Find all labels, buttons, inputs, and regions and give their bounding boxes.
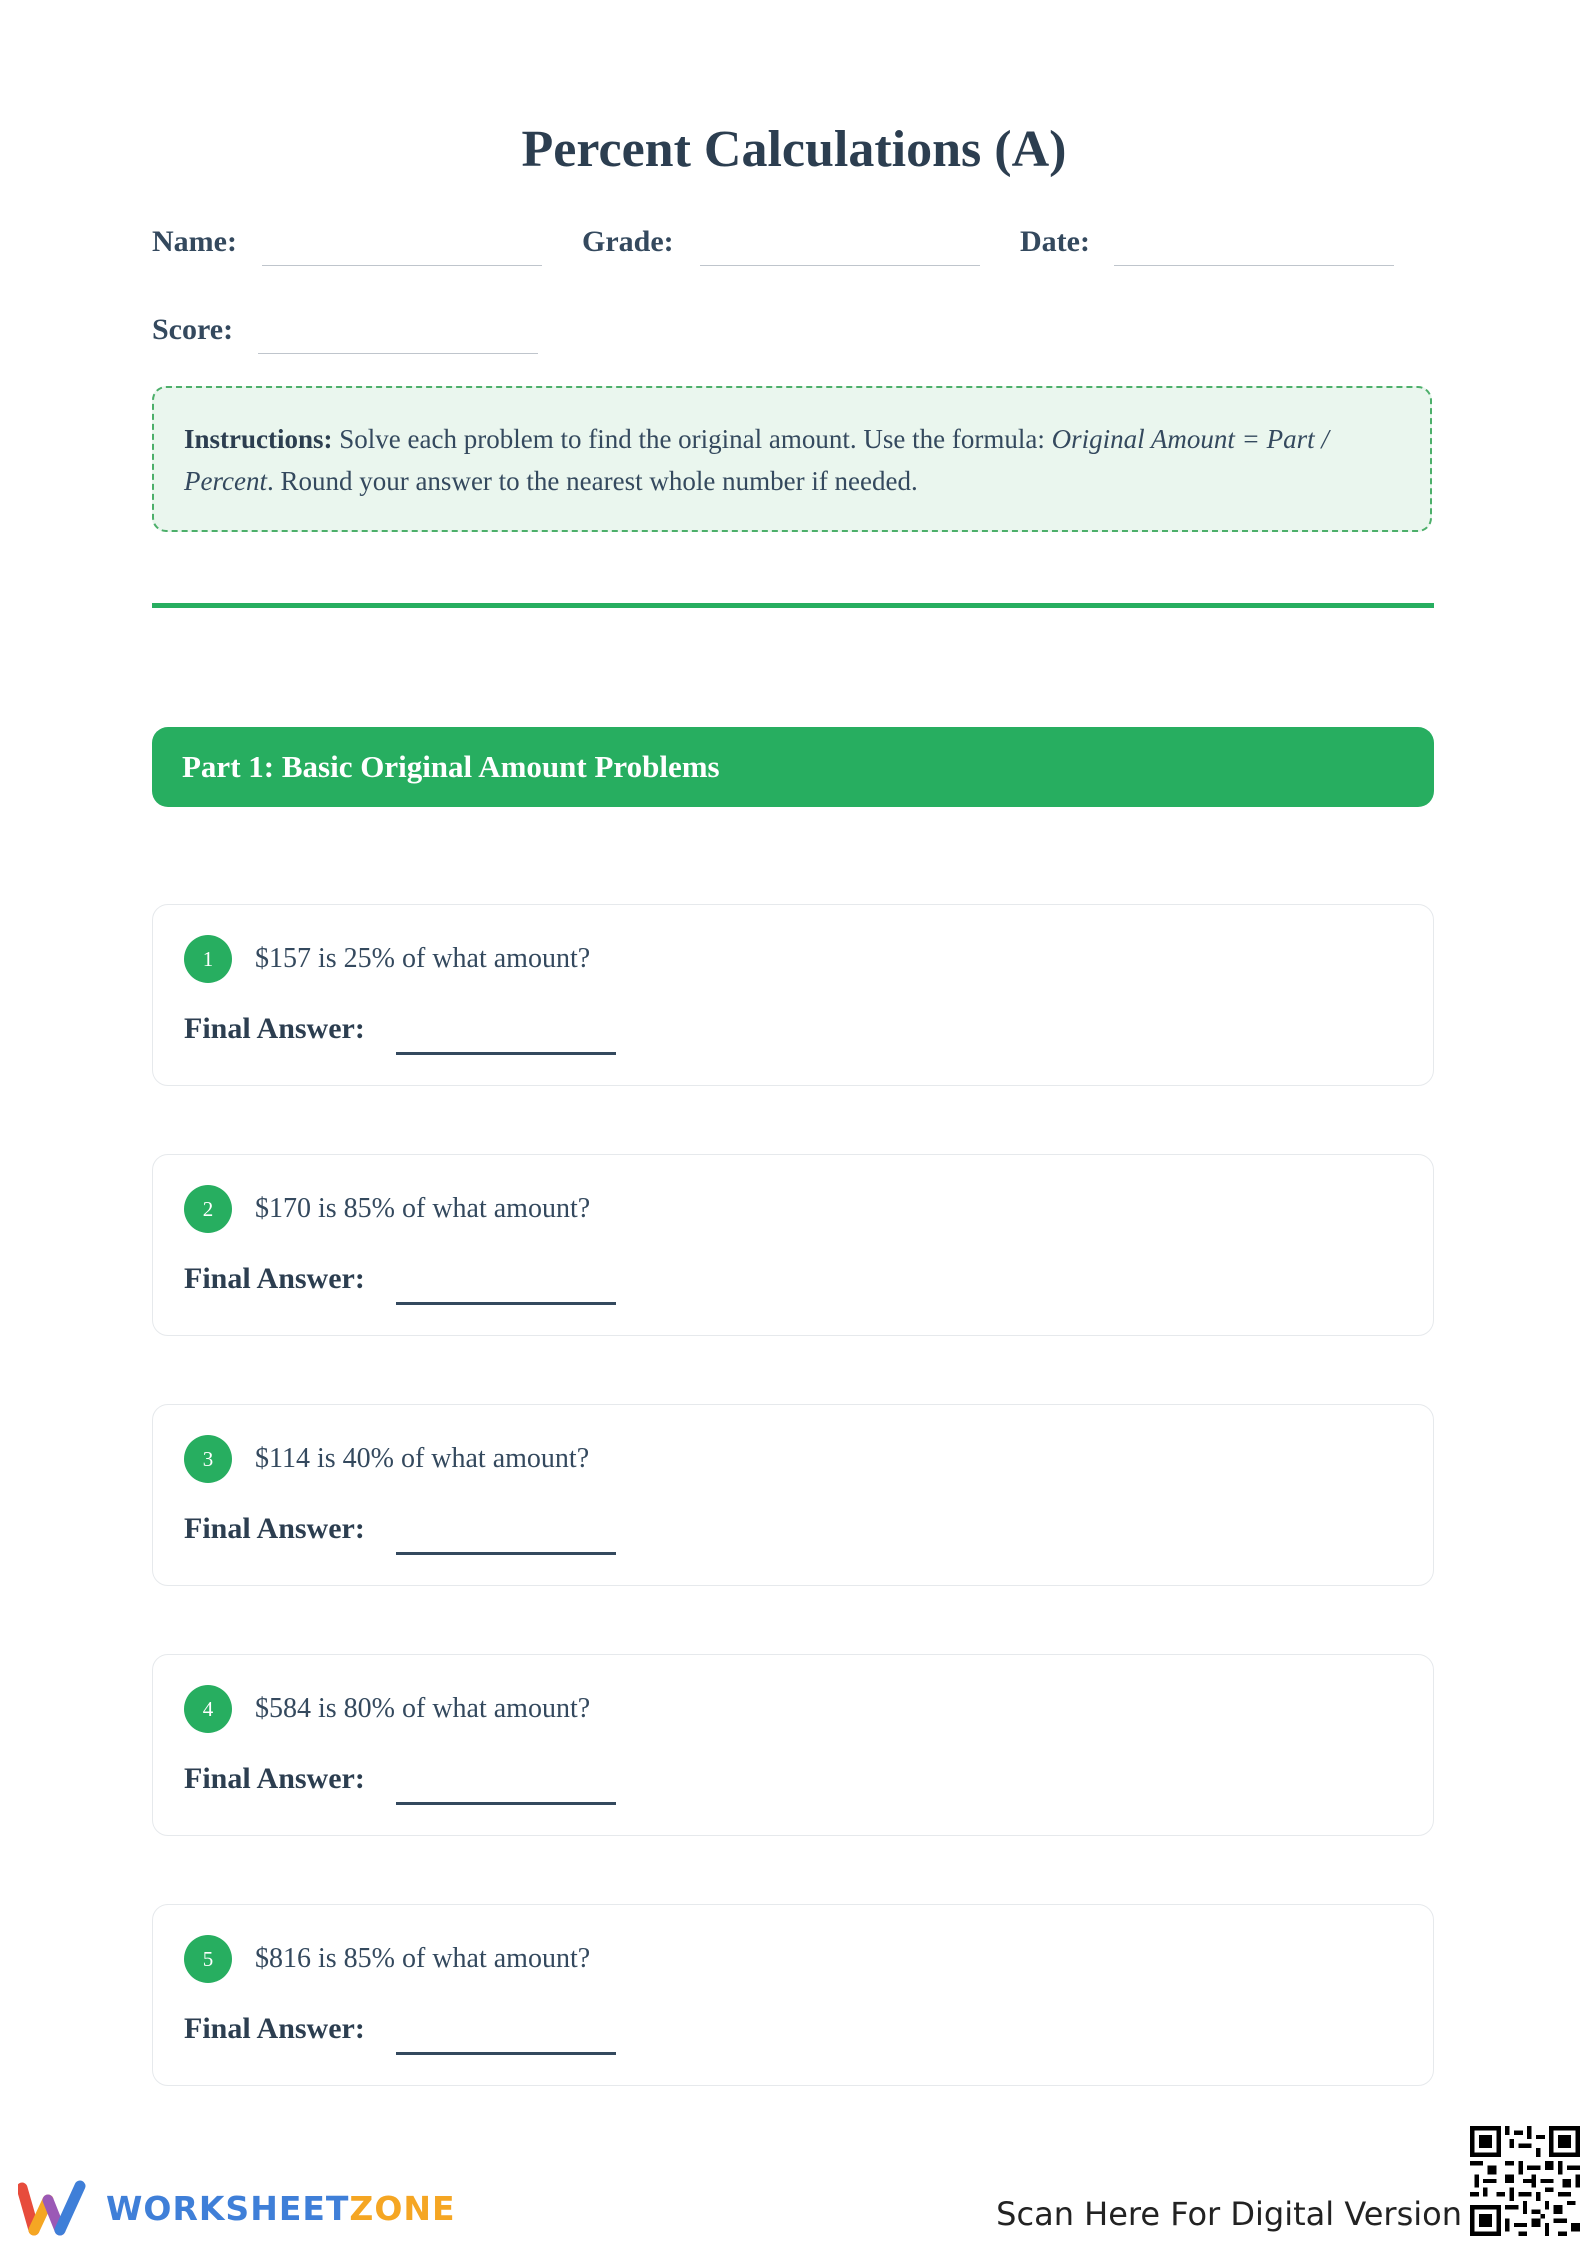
problem-question: $584 is 80% of what amount?	[255, 1693, 591, 1724]
grade-field	[582, 224, 674, 260]
score-input-line[interactable]	[258, 352, 538, 354]
problem-question: $157 is 25% of what amount?	[255, 943, 591, 974]
final-answer-line[interactable]	[396, 1802, 616, 1805]
problem-number-badge: 5	[184, 1935, 232, 1983]
instructions-formula: Original Amount = Part / Percent	[184, 424, 1329, 496]
final-answer-label: Final Answer:	[184, 1762, 365, 1795]
final-answer-line[interactable]	[396, 1552, 616, 1555]
qr-code-icon[interactable]	[1470, 2126, 1580, 2236]
problem-card	[152, 1154, 1434, 1336]
final-answer-label: Final Answer:	[184, 1262, 365, 1295]
final-answer-label: Final Answer:	[184, 1512, 365, 1545]
worksheetzone-logo[interactable]	[18, 2180, 456, 2236]
page-title: Percent Calculations (A)	[521, 121, 1067, 178]
final-answer-label: Final Answer:	[184, 1012, 365, 1045]
problem-question: $114 is 40% of what amount?	[255, 1443, 590, 1474]
problem-question: $816 is 85% of what amount?	[255, 1943, 591, 1974]
date-field	[1020, 224, 1090, 260]
final-answer-line[interactable]	[396, 1052, 616, 1055]
name-field	[152, 224, 237, 260]
problem-number-badge: 2	[184, 1185, 232, 1233]
score-field	[152, 312, 233, 348]
problem-number-badge: 3	[184, 1435, 232, 1483]
problem-number-badge: 1	[184, 935, 232, 983]
final-answer-label: Final Answer:	[184, 2012, 365, 2045]
date-input-line[interactable]	[1114, 264, 1394, 266]
instructions-box	[152, 386, 1432, 532]
part-1-title: Part 1: Basic Original Amount Problems	[182, 749, 720, 784]
logo-w-icon	[18, 2180, 92, 2236]
final-answer-line[interactable]	[396, 2052, 616, 2055]
instructions-label: Instructions:	[184, 424, 333, 454]
name-input-line[interactable]	[262, 264, 542, 266]
name-label: Name:	[152, 225, 237, 258]
problem-number-badge: 4	[184, 1685, 232, 1733]
instructions-text-before: Solve each problem to find the original amount. Use the formula:	[332, 424, 1052, 454]
date-label: Date:	[1020, 225, 1090, 258]
problem-card	[152, 1904, 1434, 2086]
problem-card	[152, 1654, 1434, 1836]
score-label: Score:	[152, 313, 234, 346]
instructions-text-after: . Round your answer to the nearest whole number if needed.	[266, 466, 918, 496]
logo-text: WORKSHEETZONE	[106, 2188, 456, 2228]
problem-card	[152, 1404, 1434, 1586]
section-divider	[152, 603, 1434, 608]
problem-question: $170 is 85% of what amount?	[255, 1193, 591, 1224]
grade-input-line[interactable]	[700, 264, 980, 266]
part-1-header	[152, 727, 1434, 807]
scan-text: Scan Here For Digital Version	[996, 2195, 1462, 2233]
final-answer-line[interactable]	[396, 1302, 616, 1305]
grade-label: Grade:	[582, 225, 674, 258]
problem-card	[152, 904, 1434, 1086]
